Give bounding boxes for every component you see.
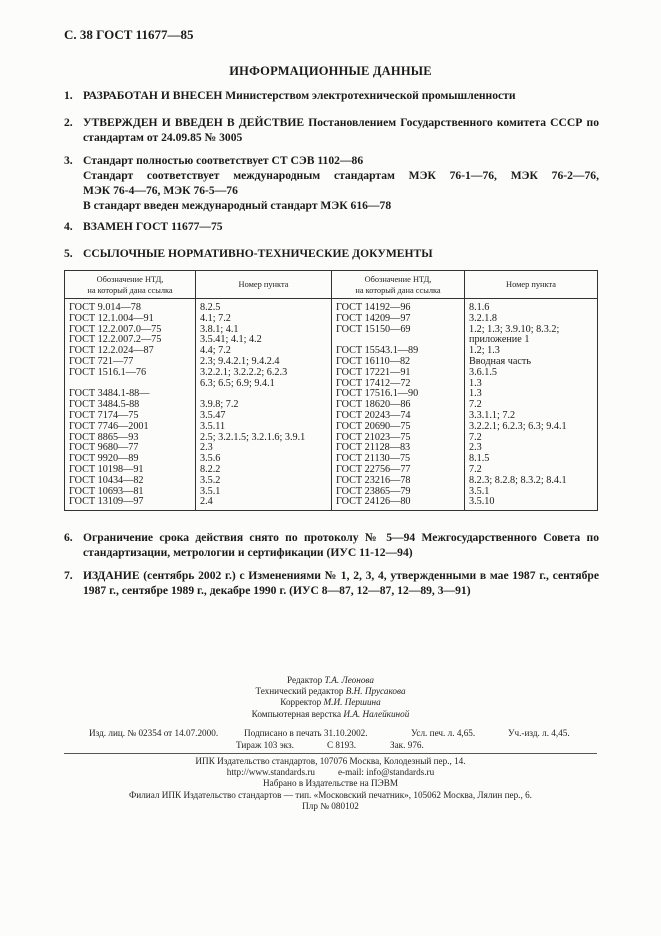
item-number: 3.: [64, 154, 73, 167]
point-number-cell: 1.2; 1.3; 3.9.10; 8.3.2;: [465, 325, 598, 336]
point-number-cell: 8.2.3; 8.2.8; 8.3.2; 8.4.1: [465, 476, 598, 487]
point-number-cell: 3.5.47: [196, 411, 332, 422]
license-text: Изд. лиц. № 02354 от 14.07.2000.: [89, 728, 219, 738]
point-number-cell: 3.5.11: [196, 422, 332, 433]
reference-doc-cell: ГОСТ 21130—75: [332, 454, 465, 465]
item-text-line: стандартам от 24.09.85 № 3005: [83, 131, 243, 144]
table-row: [65, 497, 598, 510]
table-row: [65, 389, 598, 400]
point-number-cell: 3.2.2.1; 3.2.2.2; 6.2.3: [196, 368, 332, 379]
table-row: [65, 299, 598, 314]
page-header: С. 38 ГОСТ 11677—85: [64, 27, 194, 42]
col-header-point-2: Номер пункта: [465, 271, 598, 299]
reference-doc-cell: ГОСТ 13109—97: [65, 497, 196, 510]
item-number: 7.: [64, 569, 73, 582]
item-text-line: В стандарт введен международный стандарт МЭК 616—78: [83, 199, 392, 212]
reference-doc-cell: ГОСТ 9920—89: [65, 454, 196, 465]
reference-doc-cell: ГОСТ 9680—77: [65, 443, 196, 454]
point-number-cell: 3.8.1; 4.1: [196, 325, 332, 336]
reference-doc-cell: ГОСТ 8865—93: [65, 433, 196, 444]
item-text: ВЗАМЕН ГОСТ 11677—75: [83, 220, 223, 233]
signed-text: Подписано в печать 31.10.2002.: [244, 728, 368, 738]
reference-doc-cell: ГОСТ 14192—96: [332, 299, 465, 314]
reference-doc-cell: ГОСТ 15543.1—89: [332, 346, 465, 357]
item-5: [64, 246, 599, 261]
item-number: 5.: [64, 247, 73, 260]
references-table: [64, 270, 598, 511]
reference-doc-cell: ГОСТ 24126—80: [332, 497, 465, 510]
reference-doc-cell: ГОСТ 10434—82: [65, 476, 196, 487]
point-number-cell: 1.3: [465, 389, 598, 400]
point-number-cell: 1.3: [465, 379, 598, 390]
point-number-cell: 3.5.41; 4.1; 4.2: [196, 335, 332, 346]
item-text: ССЫЛОЧНЫЕ НОРМАТИВНО-ТЕХНИЧЕСКИЕ ДОКУМЕНТЫ: [83, 247, 433, 260]
reference-doc-cell: ГОСТ 10198—91: [65, 465, 196, 476]
reference-doc-cell: ГОСТ 15150—69: [332, 325, 465, 336]
reference-doc-cell: ГОСТ 20243—74: [332, 411, 465, 422]
item-3: [64, 153, 599, 213]
plr-line: Плр № 080102: [302, 800, 359, 811]
point-number-cell: 3.5.1: [196, 487, 332, 498]
reference-doc-cell: [332, 335, 465, 346]
reference-doc-cell: ГОСТ 18620—86: [332, 400, 465, 411]
reference-doc-cell: ГОСТ 23865—79: [332, 487, 465, 498]
table-row: [65, 433, 598, 444]
point-number-cell: 7.2: [465, 433, 598, 444]
c-code-text: С 8193.: [327, 740, 357, 750]
table-row: [65, 476, 598, 487]
table-row: [65, 465, 598, 476]
typeset-line: Набрано в Издательстве на ПЭВМ: [262, 778, 399, 789]
table-body: [65, 299, 598, 511]
item-text-line: Стандарт полностью соответствует СТ СЭВ 1102—86: [83, 154, 364, 167]
imprint-divider: [64, 753, 597, 754]
pub-sheets-text: Уч.-изд. л. 4,45.: [508, 728, 570, 738]
table-row: [65, 443, 598, 454]
contacts-line: [0, 767, 661, 778]
reference-doc-cell: ГОСТ 17516.1—90: [332, 389, 465, 400]
reference-doc-cell: ГОСТ 14209—97: [332, 314, 465, 325]
point-number-cell: 8.2.2: [196, 465, 332, 476]
reference-doc-cell: ГОСТ 10693—81: [65, 487, 196, 498]
reference-doc-cell: ГОСТ 22756—77: [332, 465, 465, 476]
table-header-row: [65, 271, 598, 299]
reference-doc-cell: ГОСТ 3484.5-88: [65, 400, 196, 411]
reference-doc-cell: ГОСТ 1516.1—76: [65, 368, 196, 379]
point-number-cell: 2.3; 9.4.2.1; 9.4.2.4: [196, 357, 332, 368]
document-title: ИНФОРМАЦИОННЫЕ ДАННЫЕ: [229, 64, 432, 78]
table-row: [65, 411, 598, 422]
point-number-cell: 3.2.2.1; 6.2.3; 6.3; 9.4.1: [465, 422, 598, 433]
point-number-cell: 3.5.1: [465, 487, 598, 498]
item-1: [64, 88, 599, 103]
point-number-cell: 3.3.1.1; 7.2: [465, 411, 598, 422]
point-number-cell: 3.5.6: [196, 454, 332, 465]
email-link[interactable]: e-mail: info@standards.ru: [337, 767, 435, 778]
editor-line: Редактор Т.А. Леонова: [287, 675, 374, 685]
table-row: [65, 379, 598, 390]
reference-doc-cell: ГОСТ 17221—91: [332, 368, 465, 379]
point-number-cell: 6.3; 6.5; 6.9; 9.4.1: [196, 379, 332, 390]
print-sheets-text: Усл. печ. л. 4,65.: [411, 728, 476, 738]
reference-doc-cell: ГОСТ 12.2.007.2—75: [65, 335, 196, 346]
item-2: [64, 115, 599, 145]
item-text-line: стандартизации, метрологии и сертификации (ИУС 11-12—94): [83, 546, 413, 559]
table-row: [65, 422, 598, 433]
table-row: [65, 454, 598, 465]
reference-doc-cell: ГОСТ 12.1.004—91: [65, 314, 196, 325]
item-number: 6.: [64, 531, 73, 544]
table-row: [65, 487, 598, 498]
point-number-cell: Вводная часть: [465, 357, 598, 368]
reference-doc-cell: ГОСТ 21128—83: [332, 443, 465, 454]
table-row: [65, 314, 598, 325]
table-row: [65, 325, 598, 336]
point-number-cell: [196, 389, 332, 400]
reference-doc-cell: ГОСТ 21023—75: [332, 433, 465, 444]
item-text: РАЗРАБОТАН И ВНЕСЕН Министерством электротехнической промышленности: [83, 89, 516, 102]
imprint-credits: [0, 675, 661, 720]
point-number-cell: 8.1.6: [465, 299, 598, 314]
point-number-cell: 7.2: [465, 465, 598, 476]
table-row: [65, 335, 598, 346]
publisher-line: ИПК Издательство стандартов, 107076 Москва, Колодезный пер., 14.: [195, 756, 466, 766]
tech-editor-line: Технический редактор В.Н. Прусакова: [255, 686, 406, 697]
point-number-cell: 2.4: [196, 497, 332, 510]
corrector-line: Корректор М.И. Першина: [280, 697, 381, 708]
website-link[interactable]: http://www.standards.ru: [226, 767, 315, 778]
imprint-publisher: [0, 756, 661, 812]
col-header-doc-2: Обозначение НТД, на который дана ссылка: [332, 271, 465, 299]
reference-doc-cell: ГОСТ 20690—75: [332, 422, 465, 433]
point-number-cell: 3.5.10: [465, 497, 598, 510]
point-number-cell: 2.3: [465, 443, 598, 454]
point-number-cell: 8.1.5: [465, 454, 598, 465]
item-number: 2.: [64, 116, 73, 129]
item-4: [64, 219, 599, 234]
item-text-line: Стандарт соответствует международным стандартам МЭК 76-1—76, МЭК 76-2—76,: [83, 169, 599, 182]
point-number-cell: 2.5; 3.2.1.5; 3.2.1.6; 3.9.1: [196, 433, 332, 444]
item-text-line: МЭК 76-4—76, МЭК 76-5—76: [83, 184, 238, 197]
order-text: Зак. 976.: [390, 740, 424, 750]
item-number: 1.: [64, 89, 73, 102]
table-row: [65, 400, 598, 411]
reference-doc-cell: ГОСТ 12.2.024—87: [65, 346, 196, 357]
point-number-cell: 2.3: [196, 443, 332, 454]
point-number-cell: 1.2; 1.3: [465, 346, 598, 357]
item-text-line: 1987 г., сентябре 1989 г., декабре 1990 г. (ИУС 8—87, 12—87, 12—89, 3—91): [83, 584, 471, 597]
reference-doc-cell: ГОСТ 23216—78: [332, 476, 465, 487]
table-row: [65, 346, 598, 357]
reference-doc-cell: [65, 379, 196, 390]
reference-doc-cell: ГОСТ 9.014—78: [65, 299, 196, 314]
table-row: [65, 368, 598, 379]
point-number-cell: 8.2.5: [196, 299, 332, 314]
layout-line: Компьютерная верстка И.А. Налейкиной: [251, 708, 410, 719]
point-number-cell: 4.4; 7.2: [196, 346, 332, 357]
item-text-line: Ограничение срока действия снято по протоколу № 5—94 Межгосударственного Совета по: [83, 531, 599, 544]
item-number: 4.: [64, 220, 73, 233]
point-number-cell: 3.2.1.8: [465, 314, 598, 325]
point-number-cell: 3.5.2: [196, 476, 332, 487]
run-text: Тираж 103 экз.: [236, 740, 294, 750]
point-number-cell: 7.2: [465, 400, 598, 411]
reference-doc-cell: ГОСТ 16110—82: [332, 357, 465, 368]
point-number-cell: 3.6.1.5: [465, 368, 598, 379]
reference-doc-cell: ГОСТ 7746—2001: [65, 422, 196, 433]
col-header-doc-1: Обозначение НТД, на который дана ссылка: [65, 271, 196, 299]
item-7: [64, 568, 599, 598]
point-number-cell: приложение 1: [465, 335, 598, 346]
reference-doc-cell: ГОСТ 3484.1-88—: [65, 389, 196, 400]
reference-doc-cell: ГОСТ 7174—75: [65, 411, 196, 422]
point-number-cell: 3.9.8; 7.2: [196, 400, 332, 411]
point-number-cell: 4.1; 7.2: [196, 314, 332, 325]
branch-line: Филиал ИПК Издательство стандартов — тип. «Московский печатник», 105062 Москва, Лялин пер., 6.: [129, 789, 532, 800]
item-text-line: ИЗДАНИЕ (сентябрь 2002 г.) с Изменениями № 1, 2, 3, 4, утвержденными в мае 1987 г., сентябре: [83, 569, 599, 582]
item-6: [64, 530, 599, 560]
reference-doc-cell: ГОСТ 12.2.007.0—75: [65, 325, 196, 336]
col-header-point-1: Номер пункта: [196, 271, 332, 299]
item-text-line: УТВЕРЖДЕН И ВВЕДЕН В ДЕЙСТВИЕ Постановлением Государственного комитета СССР по: [83, 116, 599, 129]
reference-doc-cell: ГОСТ 17412—72: [332, 379, 465, 390]
table-row: [65, 357, 598, 368]
reference-doc-cell: ГОСТ 721—77: [65, 357, 196, 368]
